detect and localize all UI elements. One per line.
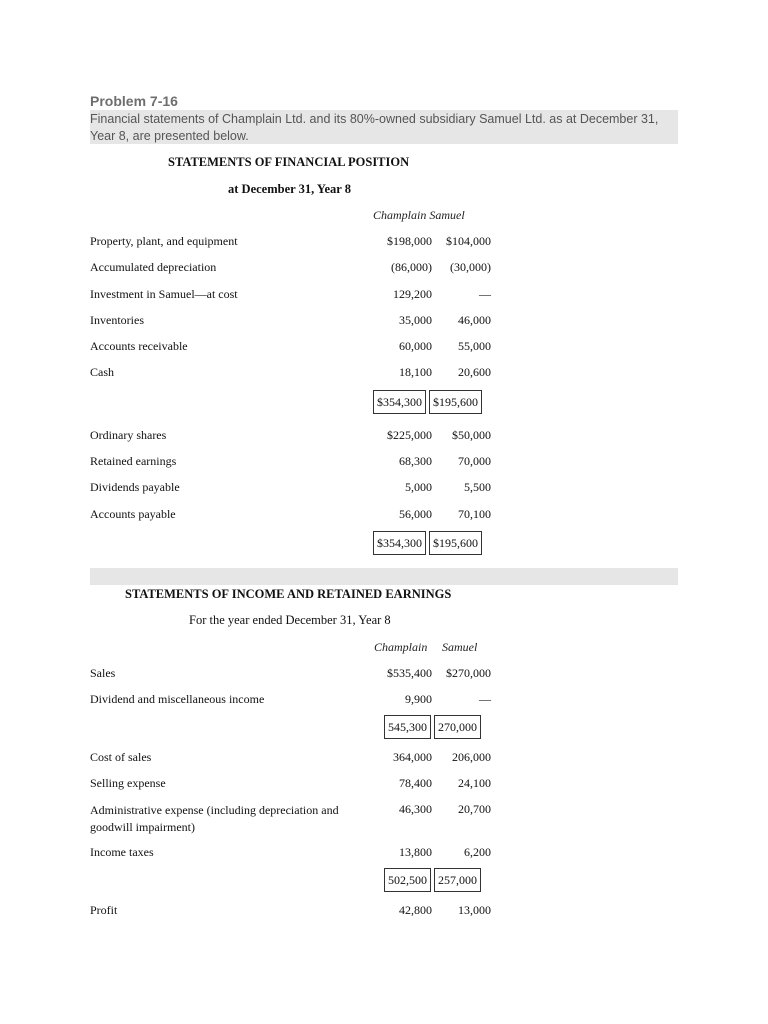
champlain-value: $198,000 bbox=[387, 234, 432, 248]
row-label: Investment in Samuel—at cost bbox=[90, 287, 238, 301]
row-label: Dividends payable bbox=[90, 480, 180, 494]
samuel-value: 70,000 bbox=[458, 454, 491, 468]
sfp-subtitle: at December 31, Year 8 bbox=[228, 182, 351, 196]
champlain-value: 60,000 bbox=[399, 339, 432, 353]
samuel-value: $270,000 bbox=[446, 666, 491, 680]
row-label: Sales bbox=[90, 666, 116, 680]
assets-total bbox=[373, 390, 482, 414]
samuel-value: 6,200 bbox=[464, 845, 491, 859]
samuel-total: 270,000 bbox=[434, 715, 481, 739]
sire-title: STATEMENTS OF INCOME AND RETAINED EARNINGS bbox=[125, 587, 452, 601]
champlain-value: 18,100 bbox=[399, 365, 432, 379]
champlain-value: 56,000 bbox=[399, 507, 432, 521]
champlain-profit: 42,800 bbox=[399, 903, 432, 917]
row-label: Property, plant, and equipment bbox=[90, 234, 238, 248]
samuel-value: $50,000 bbox=[452, 428, 491, 442]
champlain-value: $225,000 bbox=[387, 428, 432, 442]
row-label: Cash bbox=[90, 365, 114, 379]
samuel-value: 206,000 bbox=[452, 750, 491, 764]
champlain-value: 364,000 bbox=[393, 750, 432, 764]
champlain-value: 129,200 bbox=[393, 287, 432, 301]
champlain-total: 502,500 bbox=[384, 868, 431, 892]
champlain-value: 13,800 bbox=[399, 845, 432, 859]
champlain-value: $535,400 bbox=[387, 666, 432, 680]
row-label: Administrative expense (including depreciation and goodwill impairment) bbox=[90, 803, 339, 834]
revenues-total bbox=[384, 715, 481, 739]
champlain-total: $354,300 bbox=[373, 531, 426, 555]
champlain-total: $354,300 bbox=[373, 390, 426, 414]
champlain-value: 35,000 bbox=[399, 313, 432, 327]
samuel-total: $195,600 bbox=[429, 531, 482, 555]
row-label: Dividend and miscellaneous income bbox=[90, 692, 265, 706]
profit-label: Profit bbox=[90, 903, 118, 917]
champlain-value: 78,400 bbox=[399, 776, 432, 790]
champlain-value: 68,300 bbox=[399, 454, 432, 468]
sfp-column-header: Champlain Samuel bbox=[373, 208, 465, 222]
row-label: Income taxes bbox=[90, 845, 154, 859]
row-label: Accumulated depreciation bbox=[90, 260, 217, 274]
equity-total bbox=[373, 531, 482, 555]
samuel-value: 20,600 bbox=[458, 365, 491, 379]
champlain-value: 46,300 bbox=[399, 802, 432, 816]
expenses-total bbox=[384, 868, 481, 892]
row-label: Inventories bbox=[90, 313, 144, 327]
samuel-value: $104,000 bbox=[446, 234, 491, 248]
sfp-title: STATEMENTS OF FINANCIAL POSITION bbox=[168, 155, 410, 169]
sire-subtitle: For the year ended December 31, Year 8 bbox=[189, 613, 391, 627]
samuel-value: 20,700 bbox=[458, 802, 491, 816]
samuel-total: $195,600 bbox=[429, 390, 482, 414]
samuel-value: 46,000 bbox=[458, 313, 491, 327]
row-label: Ordinary shares bbox=[90, 428, 167, 442]
intro-text: Financial statements of Champlain Ltd. and its 80%-owned subsidiary Samuel Ltd. as at December 31, Year 8, are presented below. bbox=[90, 112, 659, 143]
problem-title: Problem 7-16 bbox=[90, 93, 178, 109]
samuel-value: 24,100 bbox=[458, 776, 491, 790]
samuel-total: 257,000 bbox=[434, 868, 481, 892]
samuel-value: 5,500 bbox=[464, 480, 491, 494]
champlain-value: 5,000 bbox=[405, 480, 432, 494]
champlain-value: 9,900 bbox=[405, 692, 432, 706]
samuel-value: 70,100 bbox=[458, 507, 491, 521]
row-label: Accounts payable bbox=[90, 507, 176, 521]
column-header-champlain: Champlain bbox=[374, 640, 428, 654]
column-header-samuel: Samuel bbox=[442, 640, 478, 654]
samuel-profit: 13,000 bbox=[458, 903, 491, 917]
row-label: Cost of sales bbox=[90, 750, 152, 764]
samuel-value: (30,000) bbox=[450, 260, 491, 274]
row-label: Retained earnings bbox=[90, 454, 177, 468]
row-label: Accounts receivable bbox=[90, 339, 188, 353]
champlain-value: (86,000) bbox=[391, 260, 432, 274]
champlain-total: 545,300 bbox=[384, 715, 431, 739]
samuel-value: 55,000 bbox=[458, 339, 491, 353]
section-divider bbox=[90, 568, 678, 585]
samuel-value: — bbox=[479, 692, 491, 706]
samuel-value: — bbox=[479, 287, 491, 301]
row-label: Selling expense bbox=[90, 776, 166, 790]
